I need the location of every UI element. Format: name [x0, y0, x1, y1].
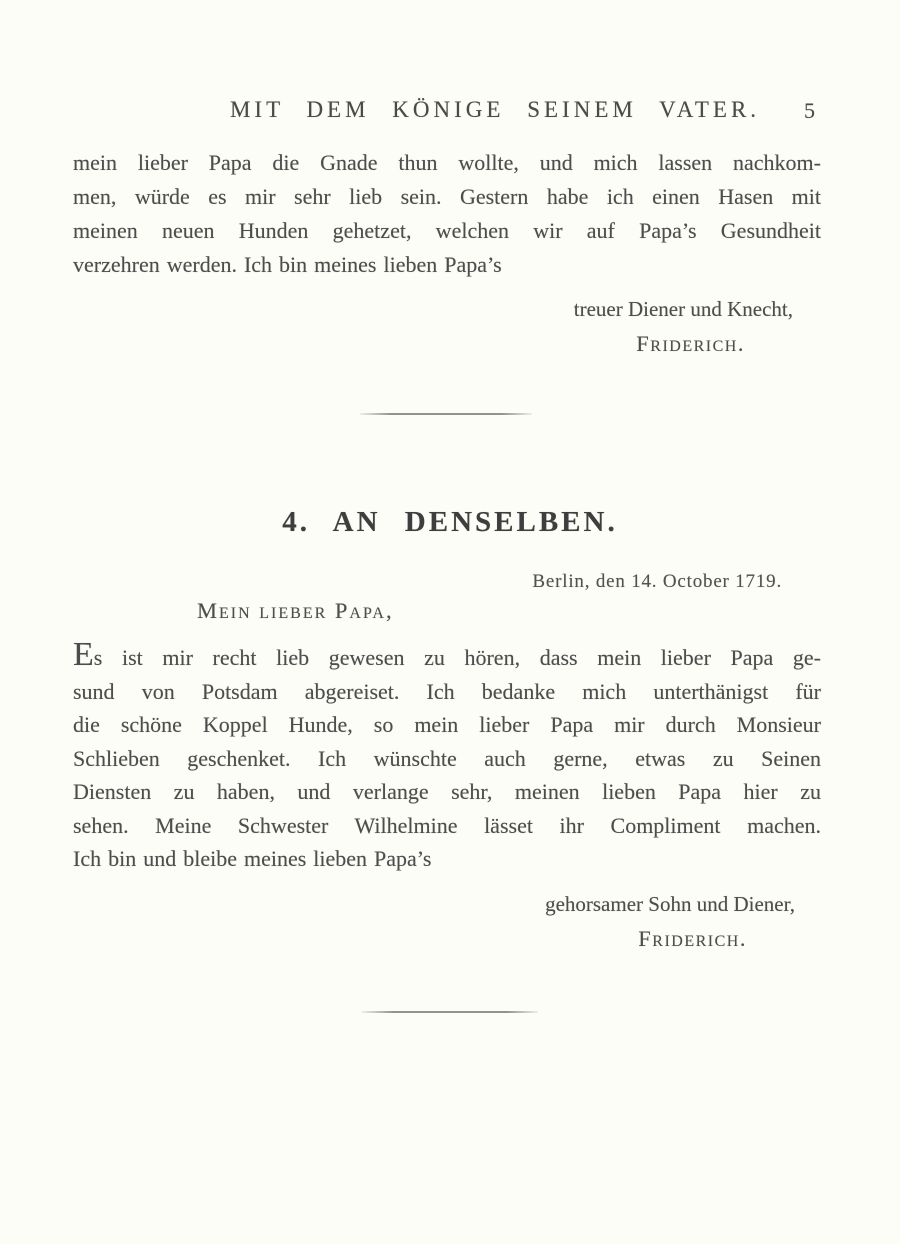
enlarged-initial: E — [73, 636, 94, 673]
letter-3-closing — [73, 296, 821, 357]
letter-4-body — [73, 636, 821, 876]
text-line: verzehren werden. Ich bin meines lieben Papa’s — [73, 252, 502, 277]
closing-line: treuer Diener und Knecht, — [573, 297, 793, 321]
text-line: sund von Potsdam abgereiset. Ich bedanke mich unterthänigst für — [73, 678, 821, 704]
running-head — [0, 97, 900, 127]
signature: Friderich. — [638, 926, 747, 951]
text-line: Diensten zu haben, und verlange sehr, meinen lieben Papa hier zu — [73, 779, 821, 804]
text-line: die schöne Koppel Hunde, so mein lieber Papa mir durch Monsieur — [73, 712, 821, 737]
letter-4-heading: 4. AN DENSELBEN. — [282, 506, 618, 538]
letter-3-body — [73, 146, 821, 282]
text-line: mein lieber Papa die Gnade thun wollte, und mich lassen nachkom- — [73, 150, 821, 175]
text-line: meinen neuen Hunden gehetzet, welchen wir auf Papa’s Gesundheit — [73, 218, 821, 243]
running-head-title: MIT DEM KÖNIGE SEINEM VATER. — [229, 97, 761, 122]
section-divider — [360, 413, 532, 415]
letter-4-closing — [73, 891, 821, 952]
text-line-with-initial — [73, 636, 821, 675]
page-number: 5 — [804, 98, 815, 123]
signature: Friderich. — [636, 331, 745, 356]
text-line: Ich bin und bleibe meines lieben Papa’s — [73, 846, 432, 871]
first-line-rest: s ist mir recht lieb gewesen zu hören, dass mein lieber Papa ge- — [93, 645, 821, 670]
dateline: Berlin, den 14. October 1719. — [532, 571, 782, 592]
section-divider — [362, 1011, 538, 1013]
text-line: Schlieben geschenket. Ich wünschte auch gerne, etwas zu Seinen — [73, 745, 821, 771]
text-line: men, würde es mir sehr lieb sein. Gestern habe ich einen Hasen mit — [73, 184, 821, 209]
salutation: Mein lieber Papa, — [197, 598, 394, 623]
text-line: sehen. Meine Schwester Wilhelmine lässet ihr Compliment machen. — [73, 812, 821, 838]
closing-line: gehorsamer Sohn und Diener, — [545, 892, 795, 916]
